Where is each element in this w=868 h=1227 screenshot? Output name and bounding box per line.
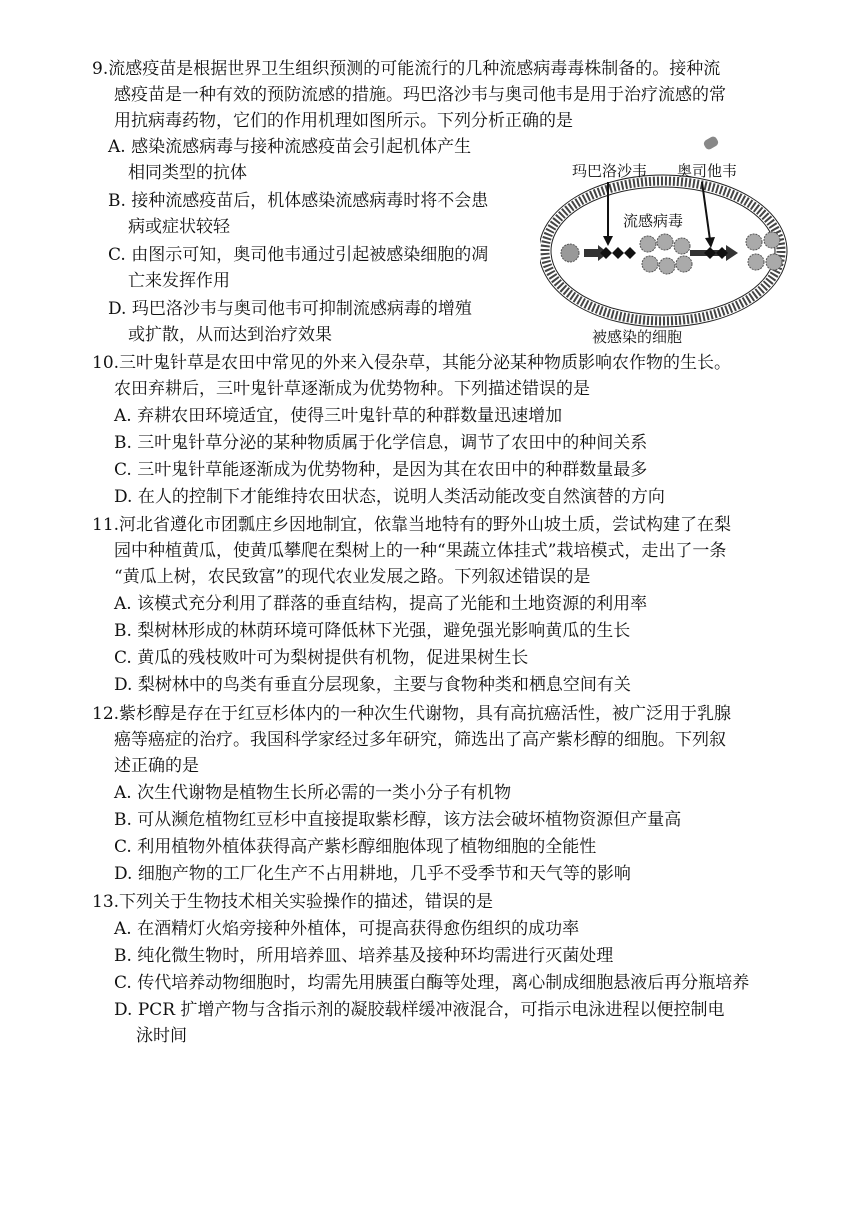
label-oseltamivir: 奥司他韦 — [677, 162, 738, 180]
q10-option-b: B. 三叶鬼针草分泌的某种物质属于化学信息，调节了农田中的种间关系 — [114, 433, 648, 453]
q11-stem-line-3: “黄瓜上树，农民致富”的现代农业发展之路。下列叙述错误的是 — [114, 567, 591, 587]
q12-option-c: C. 利用植物外植体获得高产紫杉醇细胞体现了植物细胞的全能性 — [114, 837, 597, 857]
q9-option-b-cont: 病或症状较轻 — [128, 217, 230, 237]
virus-cluster-inside — [640, 234, 692, 274]
q9-option-a-cont: 相同类型的抗体 — [128, 163, 247, 183]
label-infected-cell: 被感染的细胞 — [592, 328, 683, 346]
q12-stem-line-1: 12.紫杉醇是存在于红豆杉体内的一种次生代谢物，具有高抗癌活性，被广泛用于乳腺 — [92, 704, 732, 724]
oseltamivir-capsule-icon — [702, 136, 719, 151]
cell-membrane — [545, 181, 781, 321]
q13-stem-line-1: 13.下列关于生物技术相关实验操作的描述，错误的是 — [92, 892, 494, 912]
q11-stem-line-1: 11.河北省遵化市团瓢庄乡因地制宜，依靠当地特有的野外山坡土质，尝试构建了在梨 — [92, 515, 732, 535]
q9-stem-line-2: 感疫苗是一种有效的预防流感的措施。玛巴洛沙韦与奥司他韦是用于治疗流感的常 — [114, 85, 726, 105]
q12-stem-line-2: 癌等癌症的治疗。我国科学家经过多年研究，筛选出了高产紫杉醇的细胞。下列叙 — [114, 730, 726, 750]
block-mark-icon — [612, 247, 624, 259]
q10-stem-line-2: 农田弃耕后，三叶鬼针草逐渐成为优势物种。下列描述错误的是 — [114, 379, 590, 399]
virus-particle-icon — [561, 244, 579, 262]
q9-stem-line-1: 9.流感疫苗是根据世界卫生组织预测的可能流行的几种流感病毒毒株制备的。接种流 — [92, 59, 721, 79]
label-influenza-virus: 流感病毒 — [623, 212, 684, 230]
q11-stem-line-2: 园中种植黄瓜，使黄瓜攀爬在梨树上的一种“果蔬立体挂式”栽培模式，走出了一条 — [114, 541, 727, 561]
q12-stem-line-3: 述正确的是 — [114, 756, 199, 776]
q10-option-a: A. 弃耕农田环境适宜，使得三叶鬼针草的种群数量迅速增加 — [114, 406, 563, 426]
q12-option-d: D. 细胞产物的工厂化生产不占用耕地，几乎不受季节和天气等的影响 — [114, 864, 631, 884]
q10-stem-line-1: 10.三叶鬼针草是农田中常见的外来入侵杂草，其能分泌某种物质影响农作物的生长。 — [92, 353, 732, 373]
label-baloxavir: 玛巴洛沙韦 — [572, 162, 648, 180]
q13-option-d: D. PCR 扩增产物与含指示剂的凝胶载样缓冲液混合，可指示电泳进程以便控制电 — [114, 1000, 725, 1020]
q9-option-c-cont: 亡来发挥作用 — [128, 271, 230, 291]
drug-mechanism-figure — [540, 136, 850, 351]
q11-option-c: C. 黄瓜的残枝败叶可为梨树提供有机物，促进果树生长 — [114, 648, 529, 668]
q9-option-a: A. 感染流感病毒与接种流感疫苗会引起机体产生 — [108, 137, 472, 157]
q9-option-d: D. 玛巴洛沙韦与奥司他韦可抑制流感病毒的增殖 — [108, 299, 472, 319]
q9-option-b: B. 接种流感疫苗后，机体感染流感病毒时将不会患 — [108, 191, 489, 211]
q13-option-d-cont: 泳时间 — [136, 1026, 187, 1046]
q13-option-b: B. 纯化微生物时，所用培养皿、培养基及接种环均需进行灭菌处理 — [114, 946, 614, 966]
q10-option-d: D. 在人的控制下才能维持农田状态，说明人类活动能改变自然演替的方向 — [114, 487, 665, 507]
q12-option-b: B. 可从濒危植物红豆杉中直接提取紫杉醇，该方法会破坏植物资源但产量高 — [114, 810, 682, 830]
q13-option-c: C. 传代培养动物细胞时，均需先用胰蛋白酶等处理，离心制成细胞悬液后再分瓶培养 — [114, 973, 750, 993]
q11-option-d: D. 梨树林中的鸟类有垂直分层现象，主要与食物种类和栖息空间有关 — [114, 675, 631, 695]
q12-option-a: A. 次生代谢物是植物生长所必需的一类小分子有机物 — [114, 783, 512, 803]
q9-option-c: C. 由图示可知，奥司他韦通过引起被感染细胞的凋 — [108, 245, 489, 265]
block-mark-icon — [624, 247, 636, 259]
q11-option-b: B. 梨树林形成的林荫环境可降低林下光强，避免强光影响黄瓜的生长 — [114, 621, 631, 641]
q13-option-a: A. 在酒精灯火焰旁接种外植体，可提高获得愈伤组织的成功率 — [114, 919, 580, 939]
block-mark-icon — [704, 247, 716, 259]
oseltamivir-arrowhead-icon — [705, 237, 715, 248]
q9-option-d-cont: 或扩散，从而达到治疗效果 — [128, 325, 332, 345]
q9-stem-line-3: 用抗病毒药物，它们的作用机理如图所示。下列分析正确的是 — [114, 111, 573, 131]
q10-option-c: C. 三叶鬼针草能逐渐成为优势物种，是因为其在农田中的种群数量最多 — [114, 460, 648, 480]
q11-option-a: A. 该模式充分利用了群落的垂直结构，提高了光能和土地资源的利用率 — [114, 594, 648, 614]
baloxavir-arrowhead-icon — [603, 236, 613, 246]
